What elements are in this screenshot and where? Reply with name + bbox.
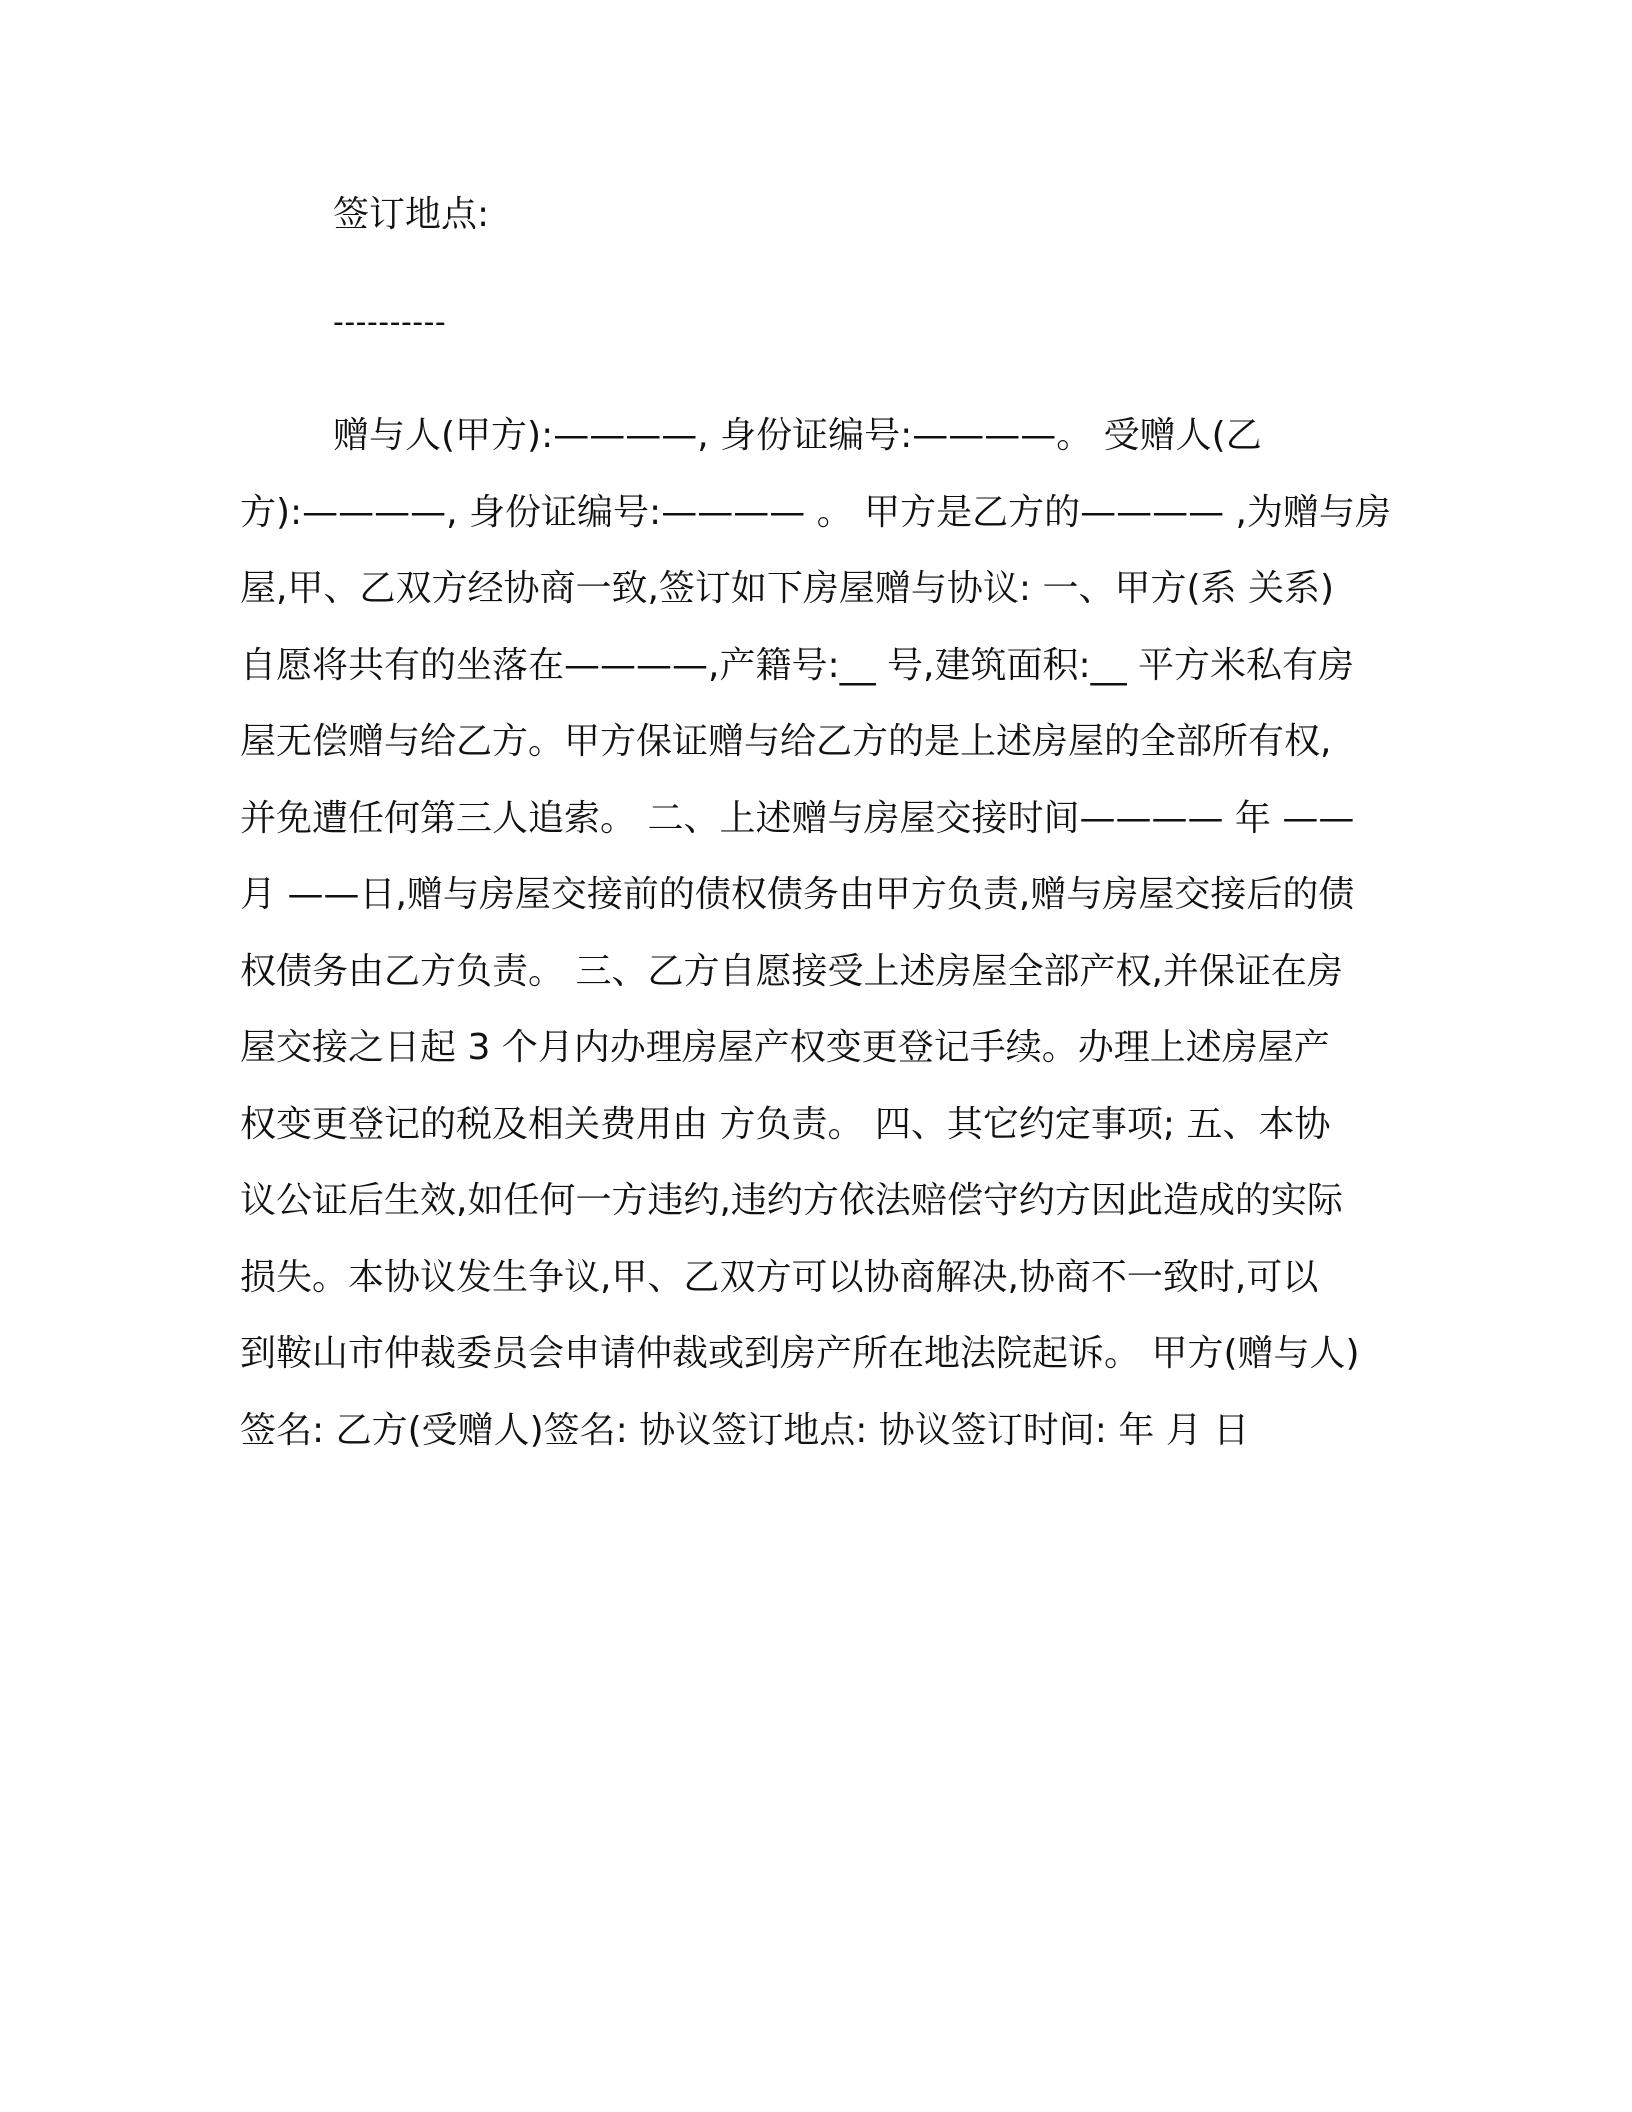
agreement-body (240, 398, 1390, 1469)
body-line: 议公证后生效,如任何一方违约,违约方依法赔偿守约方因此造成的实际 (240, 1180, 1343, 1221)
body-line: 屋交接之日起 3 个月内办理房屋产权变更登记手续。办理上述房屋产 (240, 1027, 1330, 1068)
body-line: 权债务由乙方负责。 三、乙方自愿接受上述房屋全部产权,并保证在房 (240, 950, 1343, 992)
body-line: 屋,甲、乙双方经协商一致,签订如下房屋赠与协议: 一、甲方(系 关系) (240, 568, 1334, 609)
body-line: 并免遭任何第三人追索。 二、上述赠与房屋交接时间———— 年 —— (240, 797, 1355, 839)
signing-place-label: 签订地点: (333, 194, 490, 235)
body-line: 方):————, 身份证编号:———— 。 甲方是乙方的———— ,为赠与房 (240, 491, 1391, 533)
body-line: 自愿将共有的坐落在————,产籍号:__ 号,建筑面积:__ 平方米私有房 (240, 644, 1355, 686)
separator-line: ---------- (333, 305, 447, 340)
body-line: 签名: 乙方(受赠人)签名: 协议签订地点: 协议签订时间: 年 月 日 (240, 1409, 1250, 1451)
body-line: 赠与人(甲方):————, 身份证编号:————。 受赠人(乙 (333, 415, 1262, 456)
body-line: 月 ——日,赠与房屋交接前的债权债务由甲方负责,赠与房屋交接后的债 (240, 874, 1355, 915)
body-line: 屋无偿赠与给乙方。甲方保证赠与给乙方的是上述房屋的全部所有权, (240, 721, 1332, 762)
body-line: 到鞍山市仲裁委员会申请仲裁或到房产所在地法院起诉。 甲方(赠与人) (240, 1333, 1360, 1374)
body-line: 损失。本协议发生争议,甲、乙双方可以协商解决,协商不一致时,可以 (240, 1256, 1319, 1298)
body-line: 权变更登记的税及相关费用由 方负责。 四、其它约定事项; 五、本协 (240, 1103, 1331, 1145)
